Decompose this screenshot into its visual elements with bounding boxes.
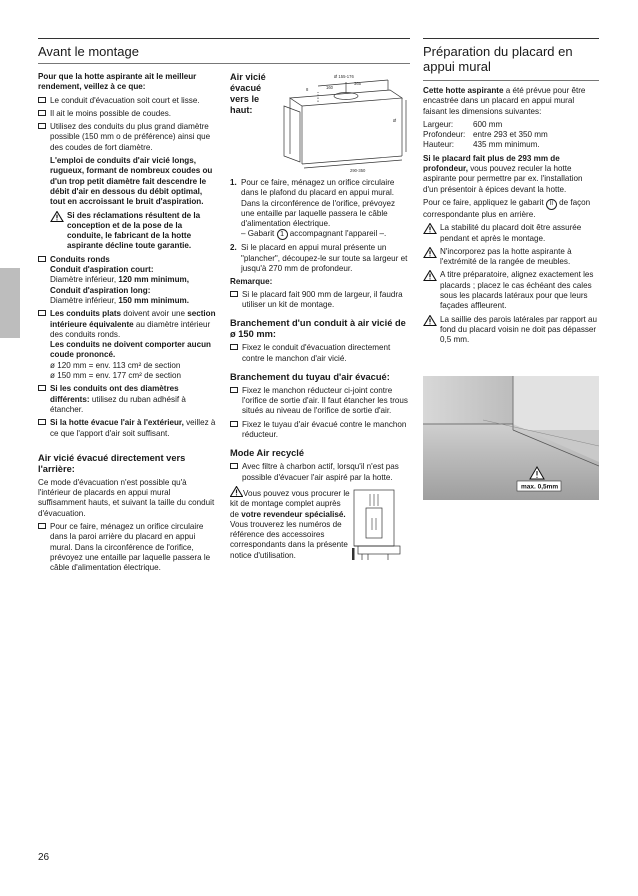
left-heading: Avant le montage [38, 44, 139, 59]
diagram-label-8: 8 [306, 87, 309, 92]
diagram-label-diameter: Ø 155-176 [334, 74, 354, 79]
round-short-text: Diamètre inférieur, [50, 275, 119, 285]
checkbox-icon [38, 97, 46, 103]
left-column [38, 72, 216, 576]
checkbox-icon [38, 310, 46, 316]
checkbox-icon [38, 256, 46, 262]
middle-column [230, 72, 408, 576]
warning-triangle-icon [230, 486, 243, 497]
diagram-label-diameter-small: Ø [393, 118, 397, 123]
step-text: Pour ce faire, ménagez un orifice circulaire dans le plafond du placard en appui mural. Dans la circonférence de l'orifice, prévoyez une entaille par laquelle passera le câble d'alimentation électrique. [241, 178, 396, 229]
step-number: 2. [230, 243, 237, 253]
warning-text: N'incorporez pas la hotte aspirante à l'extrémité de la rangée de meubles. [440, 246, 572, 267]
round-short-value: 120 mm minimum, [118, 275, 189, 285]
right-column [423, 86, 599, 349]
apply-prefix: Pour ce faire, appliquez le gabarit [423, 197, 546, 207]
checkbox-icon [38, 385, 46, 391]
checklist-item [38, 109, 216, 119]
side-tab-marker [0, 268, 20, 338]
spec-value: entre 293 et 350 mm [473, 130, 548, 140]
checklist-item [38, 96, 216, 106]
warning-triangle-icon [423, 315, 437, 326]
photo-max-label: max. 0,5mm [521, 483, 559, 491]
checklist-item [230, 420, 408, 441]
checklist-item-diff [38, 384, 216, 415]
recycle-kit-section [230, 486, 408, 576]
checklist-item [230, 462, 408, 483]
step-text: Si le placard en appui mural présente un "plancher", découpez-le sur toute sa largeur et jusqu'à 270 mm de profondeur. [241, 243, 408, 274]
checkbox-icon [38, 523, 46, 529]
left-intro: Pour que la hotte aspirante ait le meilleur rendement, veillez à ce que: [38, 72, 197, 92]
warning-block [423, 247, 599, 268]
flat-text2: au diamètre intérieur des conduits ronds. [50, 319, 211, 339]
subheader-rule-left [38, 63, 410, 64]
recirculation-diagram [352, 488, 404, 564]
flat-text1: doivent avoir une [121, 309, 188, 319]
kit-warning-bold: votre revendeur spécialisé. [241, 509, 346, 519]
diagram-label-160: 160 [326, 85, 333, 90]
warning-block [423, 315, 599, 346]
spec-value: 435 mm minimum. [473, 140, 540, 150]
checklist-item [230, 386, 408, 417]
dimension-table [423, 120, 599, 151]
warning-triangle-icon [423, 247, 437, 258]
diagram-label-365: 365 [354, 81, 361, 86]
round-long-value: 150 mm minimum. [118, 295, 189, 305]
header-rule-right [423, 38, 599, 39]
checklist-item [38, 122, 216, 153]
flat-bold2: Les conduits ne doivent comporter aucun coude prononcé. [50, 340, 211, 360]
step-item [230, 178, 408, 240]
checkbox-icon [230, 387, 238, 393]
rear-check-text: Pour ce faire, ménagez un orifice circulaire dans la paroi arrière du placard en appui mural. Dans la circonférence de l'orifice, prévoyez une entaille par laquelle passera le câble d'alimentation électrique. [50, 521, 211, 573]
header-rule-left [38, 38, 410, 39]
rear-heading: Air vicié évacué directement vers l'arrière: [38, 452, 186, 474]
spec-label: Largeur: [423, 119, 454, 129]
flat-title: Les conduits plats [50, 309, 122, 319]
gabarit-prefix: – Gabarit [241, 229, 277, 239]
checklist-item-flat [38, 309, 216, 381]
warning-text: A titre préparatoire, alignez exactement les placards ; placez le cas échéant des cales sous les placards latéraux pour que leurs façades affleurent. [440, 270, 594, 311]
checkbox-icon [230, 344, 238, 350]
checklist-item-exterior [38, 418, 216, 439]
round-title: Conduits ronds [50, 254, 110, 264]
remark-label: Remarque: [230, 277, 273, 287]
page-number: 26 [38, 852, 50, 863]
flat-line1: ø 120 mm = env. 113 cm² de section [50, 360, 181, 370]
diagram-label-depth: 290-350 [350, 168, 366, 173]
exterior-bold: Si la hotte évacue l'air à l'extérieur, [50, 418, 184, 428]
rear-text: Ce mode d'évacuation n'est possible qu'à l'intérieur de placards en appui mural suffisamment hauts, et suivant la taille du conduit d'évacuation. [38, 477, 215, 518]
checkbox-icon [38, 123, 46, 129]
kit-warning-text: Vous pouvez vous procurer le kit de montage complet auprès de [230, 488, 350, 519]
warning-triangle-icon [423, 223, 437, 234]
checklist-text: Le conduit d'évacuation soit court et lisse. [50, 95, 200, 105]
cabinet-top-diagram [278, 72, 408, 178]
air-up-section [230, 72, 408, 178]
branch150-heading: Branchement d'un conduit à air vicié de ø 150 mm: [230, 318, 406, 340]
right-intro-text: a été prévue pour être encastrée dans un placard en appui mural faisant les dimensions suivantes: [423, 86, 586, 116]
flat-bold1: section intérieure équivalente [50, 309, 216, 329]
checkbox-icon [230, 291, 238, 297]
flat-line2: ø 150 mm = env. 177 cm² de section [50, 371, 181, 381]
warning-block [423, 223, 599, 244]
checklist-item [38, 522, 216, 573]
checkbox-icon [38, 110, 46, 116]
right-heading: Préparation du placard en appui mural [423, 44, 573, 74]
checklist-text: Il ait le moins possible de coudes. [50, 108, 172, 118]
checkbox-icon [38, 419, 46, 425]
step-item [230, 243, 408, 274]
branch-check-text: Fixez le tuyau d'air évacué contre le manchon réducteur. [242, 419, 407, 440]
branch150-check-text: Fixez le conduit d'évacuation directement contre le manchon d'air vicié. [242, 343, 391, 363]
gabarit-number-badge: 1 [277, 229, 288, 240]
warning-triangle-icon [50, 211, 64, 222]
warning-block [50, 211, 216, 252]
deep-cabinet-bold: Si le placard fait plus de 293 mm de profondeur, [423, 153, 560, 174]
spec-label: Profondeur: [423, 130, 466, 140]
warning-text: La stabilité du placard doit être assurée pendant et après le montage. [440, 223, 582, 243]
spec-label: Hauteur: [423, 140, 455, 150]
round-long-title: Conduit d'aspiration long: [50, 285, 151, 295]
warning-triangle-icon [423, 270, 437, 281]
kit-reference-text: Vous trouverez les numéros de référence des accessoires correspondants dans la présente notice d'utilisation. [230, 519, 348, 560]
recycle-kit-text [230, 486, 350, 561]
recycle-heading: Mode Air recyclé [230, 448, 305, 459]
step-number: 1. [230, 178, 237, 187]
template-number-badge: II [546, 199, 557, 210]
right-intro [423, 86, 599, 117]
warning-text: La saillie des parois latérales par rapport au fond du placard voisin ne doit pas dépasser 0,5 mm. [440, 314, 598, 345]
cabinet-alignment-photo [423, 376, 599, 500]
warning-block [423, 270, 599, 311]
subheader-rule-right [423, 80, 599, 81]
deep-cabinet-body: vous pouvez reculer la hotte aspirante pour permettre par ex. l'installation d'un présentoir à épices devant la hotte. [423, 164, 583, 194]
kit-warning [230, 486, 350, 520]
checklist-text: Utilisez des conduits du plus grand diamètre possible (150 mm o de préférence) ainsi que des coudes de fort diamètre. [50, 122, 211, 152]
recycle-check-text: Avec filtre à charbon actif, lorsqu'il n'est pas possible d'évacuer l'air aspiré par la hotte. [242, 462, 399, 482]
branch-heading: Branchement du tuyau d'air évacué: [230, 371, 390, 382]
right-intro-bold: Cette hotte aspirante [423, 86, 504, 95]
exterior-text: veillez à ce que l'apport d'air soit suffisant. [50, 418, 216, 438]
round-long-text: Diamètre inférieur, [50, 295, 119, 305]
checkbox-icon [230, 463, 238, 469]
remark-check-text: Si le placard fait 900 mm de largeur, il faudra utiliser un kit de montage. [242, 289, 403, 309]
warning-text: Si des réclamations résultent de la conception et de la pose de la conduite, le fabricant de la hotte aspirante décline toute garantie. [67, 210, 201, 251]
checklist-item [230, 343, 408, 364]
apply-suffix: de façon correspondante plus en arrière. [423, 197, 591, 219]
round-short-title: Conduit d'aspiration court: [50, 265, 154, 275]
checklist-item-round [38, 255, 216, 306]
diff-bold: Si les conduits ont des diamètres différents: [50, 384, 179, 404]
checklist-item [230, 290, 408, 311]
branch-check-text: Fixez le manchon réducteur ci-joint contre l'orifice de sortie d'air. Il faut étancher les trous situés au niveau de l'orifice de sortie d'air. [242, 385, 408, 416]
long-duct-warning-text: L'emploi de conduits d'air vicié longs, rugueux, formant de nombreux coudes ou d'un trop petit diamètre fait descendre le débit d'air en dessous du débit optimal, tout en accroissant le bruit d'aspiration. [50, 156, 213, 207]
air-up-label: Air vicié évacué vers le haut: [230, 72, 266, 115]
apply-template-text [423, 198, 599, 220]
checkbox-icon [230, 421, 238, 427]
spec-value: 600 mm [473, 119, 503, 129]
diff-text: utilisez du ruban adhésif à étancher. [50, 394, 186, 414]
deep-cabinet-text [423, 154, 599, 195]
gabarit-suffix: accompagnant l'appareil –. [287, 229, 387, 239]
